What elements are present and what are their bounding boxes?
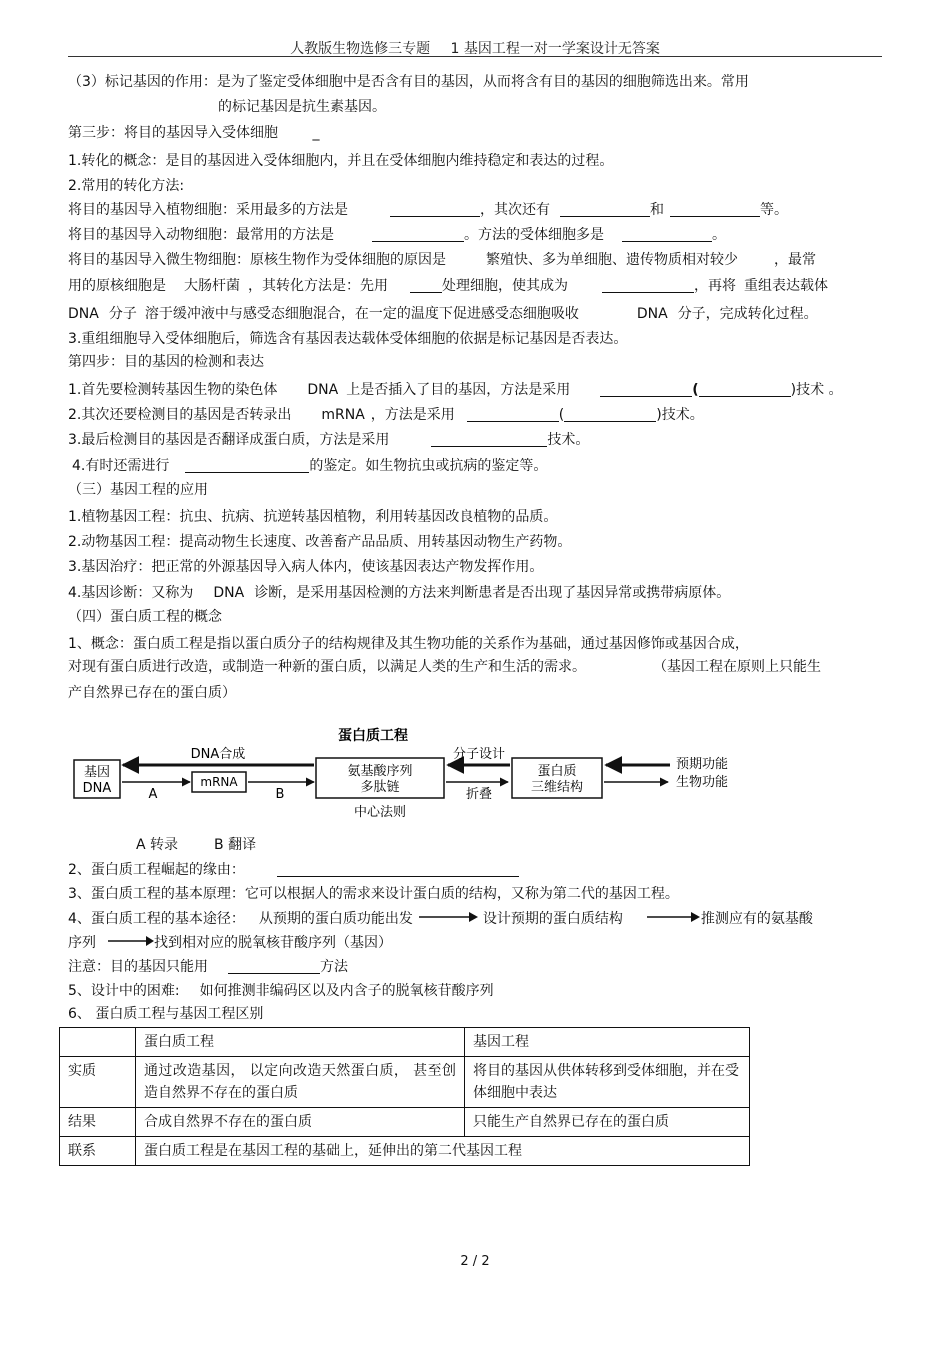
dna-label: DNA (82, 781, 112, 796)
blank-detect2-2[interactable] (564, 407, 656, 422)
app4-text-a: 4.基因诊断：又称为 (68, 585, 194, 601)
header-rule (68, 56, 882, 57)
app-line1: 1.植物基因工程：抗虫、抗病、抗逆转基因植物，利用转基因改良植物的品质。 (68, 509, 558, 525)
table-cell: 将目的基因从供体转移到受体细胞，并在受体细胞中表达 (465, 1057, 750, 1108)
micro-text-a: 将目的基因导入微生物细胞：原核生物作为受体细胞的原因是 (68, 252, 446, 268)
detect2-text-a: 2.其次还要检测目的基因是否转录出 (68, 407, 292, 423)
blank-plant-3[interactable] (670, 202, 760, 217)
table-cell: 通过改造基因， 以定向改造天然蛋白质， 甚至创造自然界不存在的蛋白质 (136, 1057, 465, 1108)
step3-title-text: 第三步：将目的基因导入受体细胞 (68, 125, 278, 141)
blank-note[interactable] (228, 959, 320, 974)
principle-line: 3、蛋白质工程的基本原理：它可以根据人的需求来设计蛋白质的结构，又称为第二代的基因工程。 (68, 886, 679, 902)
table-row (60, 1137, 750, 1166)
legend-b: B 翻译 (214, 837, 257, 853)
path-arrow-3 (106, 935, 154, 947)
table-cell: 结果 (60, 1108, 136, 1137)
blank-micro-2[interactable] (602, 278, 694, 293)
blank-origin[interactable] (277, 862, 519, 877)
plant-text-b: ，其次还有 (480, 202, 550, 218)
detect2-text-d: ( (558, 407, 565, 423)
micro2-text-e: ，再将 (694, 278, 736, 294)
detect4-text-b: 的鉴定。如生物抗虫或抗病的鉴定等。 (309, 458, 548, 474)
detect2-text-b: mRNA (321, 407, 365, 423)
path-text-d: 推测应有的氨基酸 (700, 911, 813, 927)
note-text-a: 注意：目的基因只能用 (68, 959, 208, 975)
table-header-cell (60, 1028, 136, 1057)
difficulty-text-a: 5、设计中的困难: (68, 983, 180, 999)
transform-def: 1.转化的概念：是目的基因进入受体细胞内，并且在受体细胞内维持稳定和表达的过程。 (68, 153, 614, 169)
micro2-text-c: ，其转化方法是：先用 (248, 278, 388, 294)
legend-a: A 转录 (136, 837, 179, 853)
micro-line3 (68, 305, 818, 323)
path-line1 (68, 910, 813, 928)
path-text-a: 4、蛋白质工程的基本途径： (68, 911, 245, 927)
blank-detect2-1[interactable] (467, 407, 559, 422)
origin-line (68, 861, 519, 879)
label-b: B (275, 787, 285, 802)
path2-text-b: 找到相对应的脱氧核苷酸序列（基因） (154, 935, 392, 951)
detect2-text-e: )技术。 (656, 407, 704, 423)
structure-label: 三维结构 (530, 780, 584, 795)
blank-plant-1[interactable] (390, 202, 480, 217)
path-text-c: 设计预期的蛋白质结构 (482, 911, 623, 927)
detect3-text-b: 技术。 (547, 432, 590, 448)
path-arrow-2 (645, 911, 701, 923)
dna-synthesis-label: DNA合成 (190, 747, 246, 762)
app-title: （三）基因工程的应用 (68, 482, 208, 498)
polypeptide-label: 多肽链 (360, 780, 400, 795)
blank-detect4[interactable] (185, 458, 309, 473)
expected-function-label: 预期功能 (676, 757, 729, 772)
plant-text-c: 和 (650, 202, 664, 218)
micro-text-b: 繁殖快、多为单细胞、遗传物质相对较少 (486, 252, 738, 268)
detect-line3 (68, 431, 589, 449)
micro2-text-d: 处理细胞，使其成为 (442, 278, 568, 294)
molecular-design-label: 分子设计 (452, 747, 506, 762)
biological-function-label: 生物功能 (676, 775, 729, 790)
blank-detect1-2[interactable] (699, 382, 791, 397)
protein-engineering-diagram (68, 722, 758, 822)
detect2-text-c: ，方法是采用 (370, 407, 455, 423)
app-line4 (68, 584, 730, 602)
plant-text-d: 等。 (760, 202, 788, 218)
micro3-text-d: DNA (636, 306, 668, 322)
pe-def-line2 (68, 658, 821, 676)
detect1-text-e: )技术 。 (790, 382, 843, 398)
app4-text-b: DNA (213, 585, 245, 601)
page-header (0, 38, 950, 58)
difficulty-text-b: 如何推测非编码区以及内含子的脱氧核苷酸序列 (199, 983, 494, 999)
detect-line1 (68, 381, 843, 399)
pe-def-line1: 1、概念：蛋白质工程是指以蛋白质分子的结构规律及其生物功能的关系作为基础，通过基因修饰或基因合成， (68, 636, 749, 652)
micro3-text-b: 分子 (108, 306, 137, 322)
ab-legend (136, 836, 256, 854)
table-header-cell: 蛋白质工程 (136, 1028, 465, 1057)
animal-text-b: 。方法的受体细胞多是 (464, 227, 604, 243)
step3-title (68, 124, 319, 142)
table-cell: 只能生产自然界已存在的蛋白质 (465, 1108, 750, 1137)
amino-acid-label: 氨基酸序列 (347, 764, 413, 779)
pe-def2-text-b: （基因工程在原则上只能生 (660, 659, 821, 675)
detect1-text-c: 上是否插入了目的基因，方法是采用 (346, 382, 571, 398)
gene-label: 基因 (83, 765, 111, 780)
comparison-table (59, 1027, 750, 1166)
origin-text: 2、蛋白质工程崛起的缘由： (68, 862, 245, 878)
blank-animal-2[interactable] (622, 227, 712, 242)
animal-line (68, 226, 726, 244)
micro-line2 (68, 277, 828, 295)
detect4-text-a: 4.有时还需进行 (72, 458, 170, 474)
folding-label: 折叠 (465, 787, 493, 802)
micro2-text-f: 重组表达载体 (744, 278, 828, 294)
micro-line1 (68, 251, 816, 269)
blank-detect1-1[interactable] (600, 382, 692, 397)
table-cell: 实质 (60, 1057, 136, 1108)
detect1-text-d: ( (692, 382, 699, 398)
step3-mark: _ (312, 125, 320, 141)
note-text-b: 方法 (320, 959, 348, 975)
pe-title: （四）蛋白质工程的概念 (68, 609, 222, 625)
detect3-text-a: 3.最后检测目的基因是否翻译成蛋白质，方法是采用 (68, 432, 390, 448)
blank-animal-1[interactable] (372, 227, 464, 242)
micro2-text-a: 用的原核细胞是 (68, 278, 166, 294)
compare-title: 6、 蛋白质工程与基因工程区别 (68, 1006, 264, 1022)
page-number: 2 / 2 (460, 1254, 490, 1269)
animal-text-c: 。 (712, 227, 726, 243)
header-right: 1 基因工程一对一学案设计无答案 (450, 41, 660, 57)
methods-title: 2.常用的转化方法: (68, 178, 185, 194)
central-dogma-label: 中心法则 (353, 805, 407, 820)
app-line2: 2.动物基因工程：提高动物生长速度、改善畜产品品质、用转基因动物生产药物。 (68, 534, 572, 550)
app-line3: 3.基因治疗：把正常的外源基因导入病人体内，使该基因表达产物发挥作用。 (68, 559, 544, 575)
detect1-text-b: DNA (307, 382, 339, 398)
table-header-row (60, 1028, 750, 1057)
step4-title: 第四步：目的基因的检测和表达 (68, 354, 264, 370)
plant-line (68, 201, 788, 219)
mrna-label: mRNA (200, 775, 238, 789)
note-line (68, 958, 348, 976)
table-row (60, 1057, 750, 1108)
pe-def2-text-a: 对现有蛋白质进行改造，或制造一种新的蛋白质，以满足人类的生产和生活的需求。 (68, 659, 586, 675)
micro3-text-e: 分子，完成转化过程。 (677, 306, 818, 322)
screen-line: 3.重组细胞导入受体细胞后，筛选含有基因表达载体受体细胞的依据是标记基因是否表达。 (68, 331, 628, 347)
blank-detect3[interactable] (431, 432, 547, 447)
protein-label: 蛋白质 (537, 764, 577, 779)
app4-text-c: 诊断，是采用基因检测的方法来判断患者是否出现了基因异常或携带病原体。 (254, 585, 731, 601)
blank-plant-2[interactable] (560, 202, 650, 217)
table-cell: 蛋白质工程是在基因工程的基础上，延伸出的第二代基因工程 (136, 1137, 750, 1166)
marker-role-line2: 的标记基因是抗生素基因。 (218, 99, 386, 115)
label-a: A (148, 787, 158, 802)
micro3-text-c: 溶于缓冲液中与感受态细胞混合，在一定的温度下促进感受态细胞吸收 (144, 306, 579, 322)
header-left: 人教版生物选修三专题 (290, 41, 431, 57)
micro3-text-a: DNA (68, 306, 99, 322)
animal-text-a: 将目的基因导入动物细胞：最常用的方法是 (68, 227, 334, 243)
table-row (60, 1108, 750, 1137)
difficulty-line (68, 982, 494, 1000)
pe-def-line3: 产自然界已存在的蛋白质） (68, 685, 236, 701)
plant-text-a: 将目的基因导入植物细胞：采用最多的方法是 (68, 202, 348, 218)
table-cell: 合成自然界不存在的蛋白质 (136, 1108, 465, 1137)
detect1-text-a: 1.首先要检测转基因生物的染色体 (68, 382, 278, 398)
path-arrow-1 (417, 911, 479, 923)
table-header-cell: 基因工程 (465, 1028, 750, 1057)
micro2-text-b: 大肠杆菌 (184, 278, 240, 294)
path-line2 (68, 934, 392, 952)
blank-micro-1[interactable] (410, 278, 442, 293)
table-cell: 联系 (60, 1137, 136, 1166)
diagram-title: 蛋白质工程 (338, 728, 408, 744)
path-text-b: 从预期的蛋白质功能出发 (258, 911, 413, 927)
path2-text-a: 序列 (68, 935, 96, 951)
micro-text-c: ，最常 (774, 252, 816, 268)
detect-line2 (68, 406, 704, 424)
marker-role-line1: （3）标记基因的作用：是为了鉴定受体细胞中是否含有目的基因，从而将含有目的基因的细胞筛选出来。常用 (68, 74, 749, 90)
detect-line4 (72, 457, 547, 475)
